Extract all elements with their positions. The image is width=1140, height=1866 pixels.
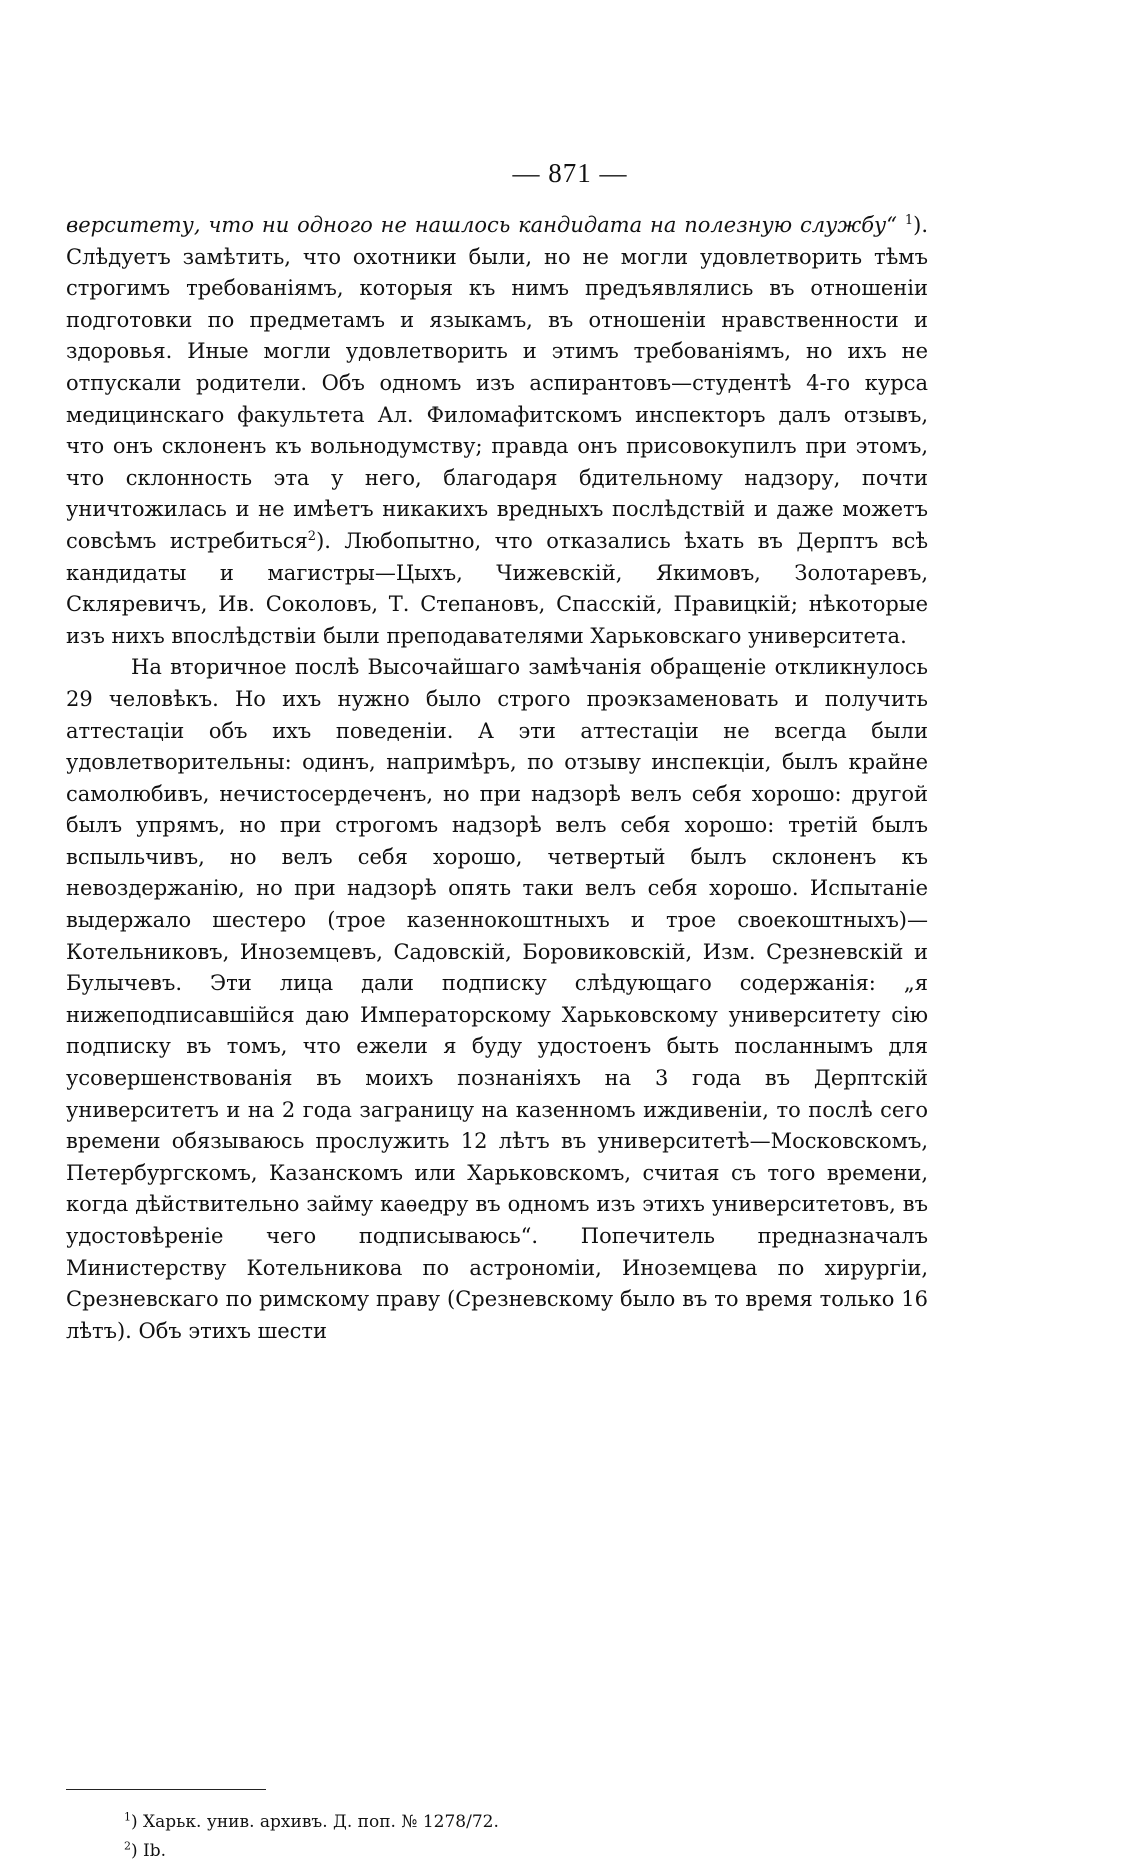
italic-quote: верситету, что ни одного не нашлось кандидата на полезную службу“ <box>66 213 897 237</box>
footnote-2 <box>124 1837 499 1866</box>
footnotes <box>124 1808 499 1866</box>
footnote-2-text: ) Ib. <box>131 1841 167 1861</box>
paragraph-1-text-a: ). Слѣдуетъ замѣтить, что охотники были, но не могли удовлетворить тѣмъ строгимъ требованіямъ, которыя къ нимъ предъявлялись въ отношеніи подготовки по предметамъ и языкамъ, въ отношеніи нравственности и здоровья. Иные могли удовлетворить и этимъ требованіямъ, но ихъ не отпускали родители. Объ одномъ изъ аспирантовъ—студентѣ 4-го курса медицинскаго факультета Ал. Филомафитскомъ инспекторъ далъ отзывъ, что онъ склоненъ къ вольнодумству; правда онъ присовокупилъ при этомъ, что склонность эта у него, благодаря бдительному надзору, почти уничтожилась и не имѣетъ никакихъ вредныхъ послѣдствій и даже можетъ совсѣмъ истребиться <box>66 213 928 553</box>
footnote-2-mark: 2 <box>124 1839 131 1853</box>
footnote-1 <box>124 1808 499 1837</box>
body-text <box>66 210 928 1347</box>
footnote-ref-1: 1 <box>904 213 914 228</box>
footnote-ref-2: 2 <box>307 528 317 544</box>
footnote-1-mark: 1 <box>124 1810 131 1824</box>
paragraph-1 <box>66 210 928 652</box>
page-number: — 871 — <box>512 158 628 188</box>
footnote-divider <box>66 1789 266 1790</box>
paragraph-1-text-b: ). Любопытно, что отказались ѣхать въ Дерптъ всѣ кандидаты и магистры—Цыхъ, Чижевскій, Якимовъ, Золотаревъ, Скляревичъ, Ив. Соколовъ, Т. Степановъ, Спасскій, Правицкій; нѣкоторые изъ нихъ впослѣдствіи были преподавателями Харьковскаго университета. <box>66 528 928 648</box>
footnote-1-text: ) Харьк. унив. архивъ. Д. поп. № 1278/72. <box>131 1812 499 1832</box>
paragraph-2: На вторичное послѣ Высочайшаго замѣчанія обращеніе откликнулось 29 человѣкъ. Но ихъ нужно было строго проэкзаменовать и получить аттестаціи объ ихъ поведеніи. А эти аттестаціи не всегда были удовлетворительны: одинъ, напримѣръ, по отзыву инспекціи, былъ крайне самолюбивъ, нечистосердеченъ, но при надзорѣ велъ себя хорошо: другой былъ упрямъ, но при строгомъ надзорѣ велъ себя хорошо: третій былъ вспыльчивъ, но велъ себя хорошо, четвертый былъ склоненъ къ невоздержанію, но при надзорѣ опять таки велъ себя хорошо. Испытаніе выдержало шестеро (трое казеннокоштныхъ и трое своекоштныхъ)—Котельниковъ, Иноземцевъ, Садовскій, Боровиковскій, Изм. Срезневскій и Булычевъ. Эти лица дали подписку слѣдующаго содержанія: „я нижеподписавшійся даю Императорскому Харьковскому университету сію подписку въ томъ, что ежели я буду удостоенъ быть посланнымъ для усовершенствованія въ моихъ познаніяхъ на 3 года въ Дерптскій университетъ и на 2 года заграницу на казенномъ иждивеніи, то послѣ сего времени обязываюсь прослужить 12 лѣтъ въ университетѣ—Московскомъ, Петербургскомъ, Казанскомъ или Харьковскомъ, считая съ того времени, когда дѣйствительно займу каѳедру въ одномъ изъ этихъ университетовъ, въ удостовѣреніе чего подписываюсь“. Попечитель предназначалъ Министерству Котельникова по астрономіи, Иноземцева по хирургіи, Срезневскаго по римскому праву (Срезневскому было въ то время только 16 лѣтъ). Объ этихъ шести <box>66 655 928 1343</box>
